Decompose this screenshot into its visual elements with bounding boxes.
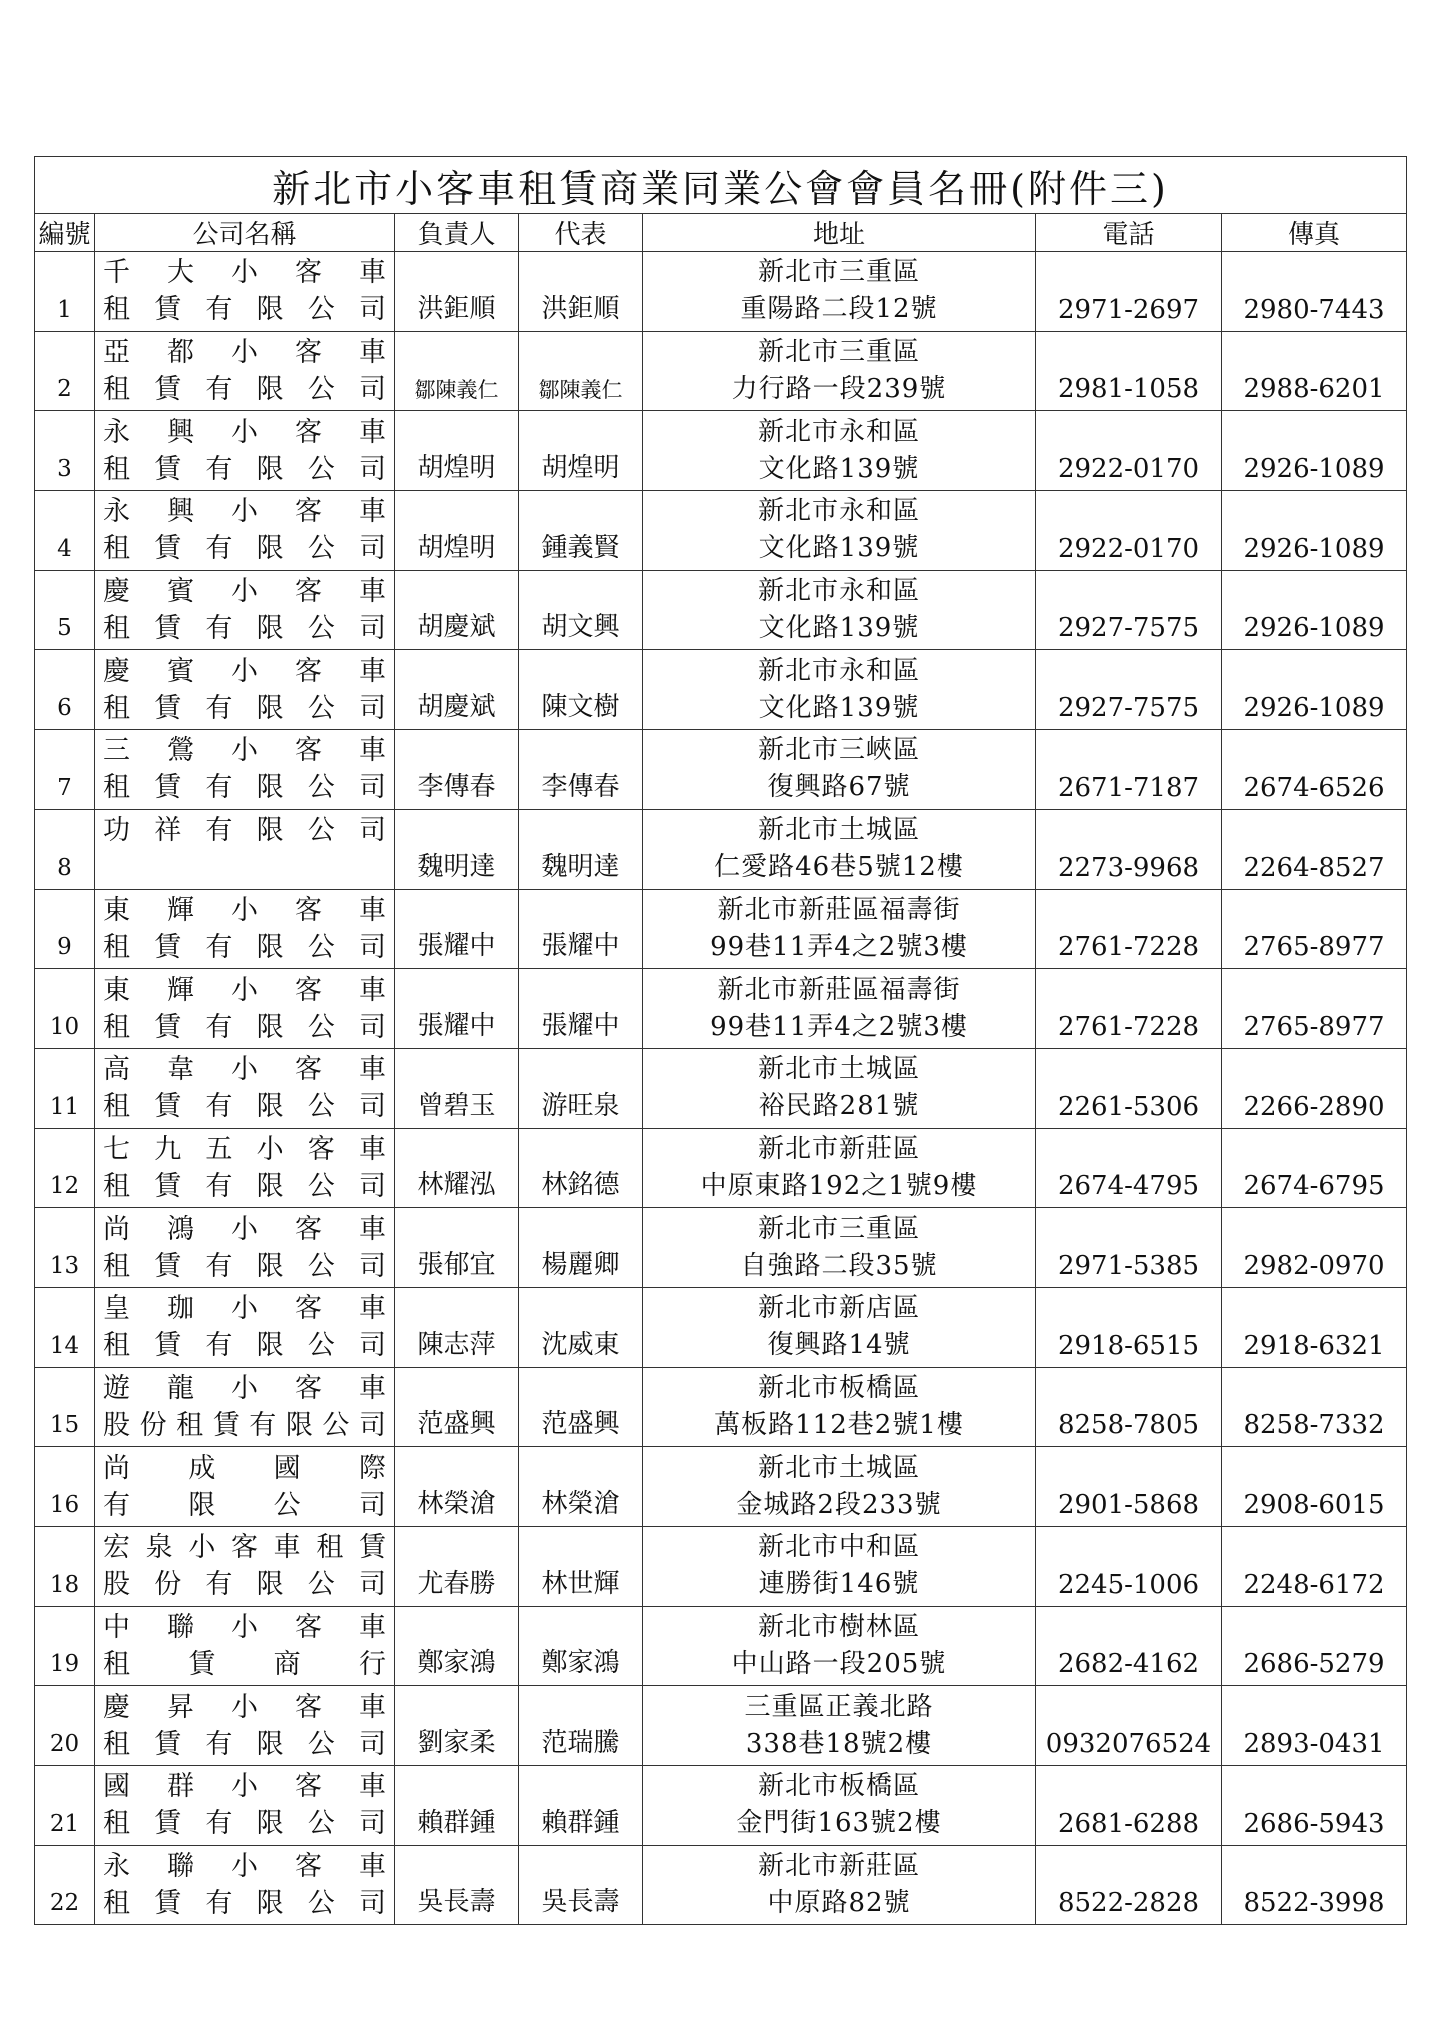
company-name — [95, 1287, 395, 1367]
table-row — [35, 1447, 1407, 1527]
company-name-line-1: 慶賓小客車 — [103, 576, 388, 608]
company-name-line-2: 租賃有限公司 — [103, 931, 388, 963]
address-line-2: 文化路139號 — [758, 453, 920, 484]
row-number: 5 — [35, 570, 95, 650]
company-name-line-1: 功祥有限公司 — [103, 815, 388, 847]
phone-number: 2273-9968 — [1036, 809, 1222, 889]
table-row — [35, 969, 1407, 1049]
phone-number: 2682-4162 — [1036, 1606, 1222, 1686]
company-name-line-1: 中聯小客車 — [103, 1612, 388, 1644]
address-line-1: 新北市永和區 — [757, 496, 920, 527]
fax-number: 2765-8977 — [1222, 969, 1407, 1049]
owner-name: 胡煌明 — [395, 491, 519, 571]
address-line-1: 新北市土城區 — [757, 815, 920, 846]
phone-number: 2971-2697 — [1036, 252, 1222, 332]
row-number: 8 — [35, 809, 95, 889]
company-name-line-1: 國群小客車 — [103, 1771, 388, 1803]
address-line-2: 萬板路112巷2號1樓 — [714, 1409, 964, 1440]
company-name-line-1: 七九五小客車 — [103, 1133, 388, 1165]
address — [643, 570, 1036, 650]
owner-name: 劉家柔 — [395, 1686, 519, 1766]
row-number: 9 — [35, 889, 95, 969]
fax-number: 2686-5943 — [1222, 1766, 1407, 1846]
address-line-1: 新北市新店區 — [757, 1293, 920, 1324]
address-line-1: 新北市三重區 — [757, 337, 920, 368]
address-line-1: 新北市新莊區福壽街 — [717, 974, 961, 1005]
owner-name: 林耀泓 — [395, 1128, 519, 1208]
row-number: 15 — [35, 1367, 95, 1447]
address-line-1: 新北市樹林區 — [757, 1612, 920, 1643]
row-number: 11 — [35, 1048, 95, 1128]
representative-name: 鄭家鴻 — [519, 1606, 643, 1686]
address-line-2: 復興路67號 — [767, 772, 911, 803]
company-name-line-2 — [103, 849, 388, 886]
row-number: 1 — [35, 252, 95, 332]
company-name — [95, 1766, 395, 1846]
company-name-line-1: 東輝小客車 — [103, 974, 388, 1006]
fax-number: 2765-8977 — [1222, 889, 1407, 969]
fax-number: 2266-2890 — [1222, 1048, 1407, 1128]
table-row — [35, 1287, 1407, 1367]
table-row — [35, 1527, 1407, 1607]
address-line-2: 自強路二段35號 — [740, 1250, 938, 1281]
table-header-row — [35, 214, 1407, 252]
representative-name: 鍾義賢 — [519, 491, 643, 571]
address — [643, 1527, 1036, 1607]
company-name — [95, 491, 395, 571]
address-line-1: 新北市永和區 — [757, 416, 920, 447]
fax-number: 2926-1089 — [1222, 411, 1407, 491]
owner-name: 洪鉅順 — [395, 252, 519, 332]
company-name-line-2: 租賃有限公司 — [103, 1888, 388, 1920]
representative-name: 陳文樹 — [519, 650, 643, 730]
company-name-line-2: 租賃商行 — [103, 1649, 388, 1681]
row-number: 18 — [35, 1527, 95, 1607]
address-line-1: 新北市板橋區 — [757, 1771, 920, 1802]
header-phone: 電話 — [1036, 214, 1222, 252]
address-line-2: 金門街163號2樓 — [736, 1808, 942, 1839]
representative-name: 吳長壽 — [519, 1845, 643, 1925]
table-row — [35, 1367, 1407, 1447]
company-name-line-2: 租賃有限公司 — [103, 692, 388, 724]
address-line-1: 新北市三重區 — [757, 257, 920, 288]
address-line-2: 重陽路二段12號 — [740, 294, 938, 325]
address-line-2: 中山路一段205號 — [731, 1649, 947, 1680]
fax-number: 2674-6795 — [1222, 1128, 1407, 1208]
representative-name: 張耀中 — [519, 889, 643, 969]
company-name-line-1: 慶昇小客車 — [103, 1691, 388, 1723]
owner-name: 張耀中 — [395, 969, 519, 1049]
address-line-1: 新北市新莊區 — [757, 1851, 920, 1882]
representative-name: 林榮滄 — [519, 1447, 643, 1527]
table-row — [35, 570, 1407, 650]
company-name-line-2: 租賃有限公司 — [103, 294, 388, 326]
address-line-2: 中原路82號 — [767, 1888, 911, 1919]
representative-name: 胡煌明 — [519, 411, 643, 491]
company-name-line-2: 租賃有限公司 — [103, 1250, 388, 1282]
company-name — [95, 809, 395, 889]
company-name-line-2: 租賃有限公司 — [103, 1808, 388, 1840]
fax-number: 2926-1089 — [1222, 650, 1407, 730]
representative-name: 游旺泉 — [519, 1048, 643, 1128]
owner-name: 陳志萍 — [395, 1287, 519, 1367]
company-name-line-1: 亞都小客車 — [103, 337, 388, 369]
fax-number: 2908-6015 — [1222, 1447, 1407, 1527]
fax-number: 2926-1089 — [1222, 491, 1407, 571]
address — [643, 1606, 1036, 1686]
row-number: 22 — [35, 1845, 95, 1925]
address-line-2: 99巷11弄4之2號3樓 — [710, 1011, 968, 1042]
representative-name: 胡文興 — [519, 570, 643, 650]
address — [643, 1128, 1036, 1208]
header-owner: 負責人 — [395, 214, 519, 252]
address-line-1: 新北市永和區 — [757, 655, 920, 686]
row-number: 14 — [35, 1287, 95, 1367]
address-line-1: 新北市三重區 — [757, 1213, 920, 1244]
address-line-1: 新北市新莊區福壽街 — [717, 894, 961, 925]
header-no: 編號 — [35, 214, 95, 252]
phone-number: 2681-6288 — [1036, 1766, 1222, 1846]
company-name-line-1: 慶賓小客車 — [103, 655, 388, 687]
address-line-1: 新北市永和區 — [757, 576, 920, 607]
phone-number: 2918-6515 — [1036, 1287, 1222, 1367]
company-name-line-2: 租賃有限公司 — [103, 1091, 388, 1123]
phone-number: 2261-5306 — [1036, 1048, 1222, 1128]
table-row — [35, 889, 1407, 969]
company-name-line-1: 高韋小客車 — [103, 1054, 388, 1086]
address-line-2: 文化路139號 — [758, 613, 920, 644]
owner-name: 尤春勝 — [395, 1527, 519, 1607]
table-body — [35, 252, 1407, 1925]
address — [643, 252, 1036, 332]
header-rep: 代表 — [519, 214, 643, 252]
row-number: 7 — [35, 730, 95, 810]
company-name-line-1: 尚鴻小客車 — [103, 1213, 388, 1245]
address — [643, 889, 1036, 969]
table-row — [35, 411, 1407, 491]
address-line-1: 新北市三峽區 — [757, 735, 920, 766]
company-name — [95, 411, 395, 491]
table-row — [35, 1048, 1407, 1128]
owner-name: 鄒陳義仁 — [395, 331, 519, 411]
representative-name: 范盛興 — [519, 1367, 643, 1447]
phone-number: 2971-5385 — [1036, 1208, 1222, 1288]
address — [643, 650, 1036, 730]
address-line-2: 仁愛路46巷5號12樓 — [714, 852, 964, 883]
address-line-1: 三重區正義北路 — [744, 1691, 934, 1722]
phone-number: 2761-7228 — [1036, 889, 1222, 969]
company-name-line-2: 租賃有限公司 — [103, 1011, 388, 1043]
member-roster-sheet — [34, 156, 1406, 1925]
row-number: 16 — [35, 1447, 95, 1527]
representative-name: 魏明達 — [519, 809, 643, 889]
fax-number: 2980-7443 — [1222, 252, 1407, 332]
company-name — [95, 650, 395, 730]
table-row — [35, 1208, 1407, 1288]
company-name — [95, 331, 395, 411]
address-line-1: 新北市土城區 — [757, 1054, 920, 1085]
owner-name: 張郁宜 — [395, 1208, 519, 1288]
document-title: 新北市小客車租賃商業同業公會會員名冊(附件三) — [35, 157, 1407, 214]
address — [643, 1447, 1036, 1527]
address — [643, 411, 1036, 491]
company-name — [95, 1048, 395, 1128]
header-fax: 傳真 — [1222, 214, 1407, 252]
table-row — [35, 1845, 1407, 1925]
fax-number: 2982-0970 — [1222, 1208, 1407, 1288]
company-name — [95, 1686, 395, 1766]
owner-name: 林榮滄 — [395, 1447, 519, 1527]
table-row — [35, 730, 1407, 810]
fax-number: 2893-0431 — [1222, 1686, 1407, 1766]
phone-number: 0932076524 — [1036, 1686, 1222, 1766]
representative-name: 楊麗卿 — [519, 1208, 643, 1288]
row-number: 21 — [35, 1766, 95, 1846]
company-name-line-2: 股份有限公司 — [103, 1569, 388, 1601]
company-name — [95, 1128, 395, 1208]
row-number: 2 — [35, 331, 95, 411]
phone-number: 8258-7805 — [1036, 1367, 1222, 1447]
row-number: 10 — [35, 969, 95, 1049]
table-row — [35, 1686, 1407, 1766]
address — [643, 969, 1036, 1049]
owner-name: 魏明達 — [395, 809, 519, 889]
address — [643, 491, 1036, 571]
address-line-1: 新北市中和區 — [757, 1532, 920, 1563]
header-address: 地址 — [643, 214, 1036, 252]
company-name-line-2: 有限公司 — [103, 1489, 388, 1521]
representative-name: 范瑞騰 — [519, 1686, 643, 1766]
address-line-1: 新北市板橋區 — [757, 1372, 920, 1403]
company-name-line-2: 租賃有限公司 — [103, 772, 388, 804]
company-name — [95, 889, 395, 969]
fax-number: 2918-6321 — [1222, 1287, 1407, 1367]
company-name-line-1: 宏泉小客車租賃 — [103, 1532, 388, 1564]
company-name — [95, 1208, 395, 1288]
company-name-line-1: 三鶯小客車 — [103, 735, 388, 767]
address — [643, 331, 1036, 411]
table-row — [35, 650, 1407, 730]
row-number: 6 — [35, 650, 95, 730]
representative-name: 賴群鍾 — [519, 1766, 643, 1846]
owner-name: 胡慶斌 — [395, 650, 519, 730]
company-name — [95, 1845, 395, 1925]
company-name-line-2: 租賃有限公司 — [103, 374, 388, 406]
company-name — [95, 969, 395, 1049]
company-name-line-1: 皇珈小客車 — [103, 1293, 388, 1325]
phone-number: 2761-7228 — [1036, 969, 1222, 1049]
owner-name: 鄭家鴻 — [395, 1606, 519, 1686]
phone-number: 2922-0170 — [1036, 491, 1222, 571]
company-name-line-1: 永聯小客車 — [103, 1851, 388, 1883]
address-line-1: 新北市新莊區 — [757, 1133, 920, 1164]
address-line-2: 文化路139號 — [758, 533, 920, 564]
owner-name: 賴群鍾 — [395, 1766, 519, 1846]
company-name — [95, 1527, 395, 1607]
table-row — [35, 809, 1407, 889]
representative-name: 張耀中 — [519, 969, 643, 1049]
row-number: 19 — [35, 1606, 95, 1686]
row-number: 12 — [35, 1128, 95, 1208]
address — [643, 1686, 1036, 1766]
phone-number: 2245-1006 — [1036, 1527, 1222, 1607]
phone-number: 2981-1058 — [1036, 331, 1222, 411]
address-line-2: 中原東路192之1號9樓 — [700, 1170, 978, 1201]
address-line-2: 338巷18號2樓 — [745, 1728, 933, 1759]
owner-name: 范盛興 — [395, 1367, 519, 1447]
phone-number: 8522-2828 — [1036, 1845, 1222, 1925]
phone-number: 2922-0170 — [1036, 411, 1222, 491]
address-line-2: 連勝街146號 — [758, 1569, 920, 1600]
owner-name: 曾碧玉 — [395, 1048, 519, 1128]
company-name-line-1: 東輝小客車 — [103, 894, 388, 926]
company-name — [95, 252, 395, 332]
representative-name: 林銘德 — [519, 1128, 643, 1208]
company-name-line-2: 租賃有限公司 — [103, 533, 388, 565]
address-line-1: 新北市土城區 — [757, 1452, 920, 1483]
address-line-2: 99巷11弄4之2號3樓 — [710, 931, 968, 962]
owner-name: 胡煌明 — [395, 411, 519, 491]
address — [643, 1845, 1036, 1925]
fax-number: 8258-7332 — [1222, 1367, 1407, 1447]
address-line-2: 文化路139號 — [758, 692, 920, 723]
fax-number: 8522-3998 — [1222, 1845, 1407, 1925]
fax-number: 2264-8527 — [1222, 809, 1407, 889]
phone-number: 2927-7575 — [1036, 570, 1222, 650]
table-row — [35, 1766, 1407, 1846]
company-name — [95, 730, 395, 810]
address — [643, 730, 1036, 810]
owner-name: 胡慶斌 — [395, 570, 519, 650]
fax-number: 2686-5279 — [1222, 1606, 1407, 1686]
address-line-2: 金城路2段233號 — [736, 1489, 942, 1520]
company-name — [95, 1367, 395, 1447]
address-line-2: 復興路14號 — [767, 1330, 911, 1361]
representative-name: 沈威東 — [519, 1287, 643, 1367]
company-name-line-1: 尚成國際 — [103, 1452, 388, 1484]
phone-number: 2674-4795 — [1036, 1128, 1222, 1208]
representative-name: 林世輝 — [519, 1527, 643, 1607]
fax-number: 2988-6201 — [1222, 331, 1407, 411]
representative-name: 鄒陳義仁 — [519, 331, 643, 411]
address-line-2: 力行路一段239號 — [731, 374, 947, 405]
owner-name: 吳長壽 — [395, 1845, 519, 1925]
member-roster-table — [34, 156, 1407, 1925]
company-name-line-2: 租賃有限公司 — [103, 453, 388, 485]
address — [643, 1287, 1036, 1367]
company-name — [95, 570, 395, 650]
fax-number: 2926-1089 — [1222, 570, 1407, 650]
representative-name: 李傳春 — [519, 730, 643, 810]
table-row — [35, 491, 1407, 571]
company-name-line-2: 股份租賃有限公司 — [103, 1409, 388, 1441]
address — [643, 1766, 1036, 1846]
owner-name: 張耀中 — [395, 889, 519, 969]
company-name-line-2: 租賃有限公司 — [103, 1330, 388, 1362]
company-name-line-2: 租賃有限公司 — [103, 1170, 388, 1202]
company-name-line-1: 遊龍小客車 — [103, 1372, 388, 1404]
fax-number: 2674-6526 — [1222, 730, 1407, 810]
row-number: 20 — [35, 1686, 95, 1766]
owner-name: 李傳春 — [395, 730, 519, 810]
address — [643, 1367, 1036, 1447]
row-number: 3 — [35, 411, 95, 491]
fax-number: 2248-6172 — [1222, 1527, 1407, 1607]
row-number: 4 — [35, 491, 95, 571]
phone-number: 2671-7187 — [1036, 730, 1222, 810]
representative-name: 洪鉅順 — [519, 252, 643, 332]
phone-number: 2901-5868 — [1036, 1447, 1222, 1527]
company-name — [95, 1447, 395, 1527]
phone-number: 2927-7575 — [1036, 650, 1222, 730]
company-name-line-1: 千大小客車 — [103, 257, 388, 289]
address — [643, 1048, 1036, 1128]
company-name-line-1: 永興小客車 — [103, 496, 388, 528]
table-row — [35, 1606, 1407, 1686]
company-name-line-1: 永興小客車 — [103, 416, 388, 448]
table-row — [35, 331, 1407, 411]
address — [643, 809, 1036, 889]
company-name-line-2: 租賃有限公司 — [103, 1728, 388, 1760]
company-name — [95, 1606, 395, 1686]
address-line-2: 裕民路281號 — [758, 1091, 920, 1122]
company-name-line-2: 租賃有限公司 — [103, 613, 388, 645]
header-company: 公司名稱 — [95, 214, 395, 252]
row-number: 13 — [35, 1208, 95, 1288]
table-row — [35, 1128, 1407, 1208]
table-row — [35, 252, 1407, 332]
address — [643, 1208, 1036, 1288]
